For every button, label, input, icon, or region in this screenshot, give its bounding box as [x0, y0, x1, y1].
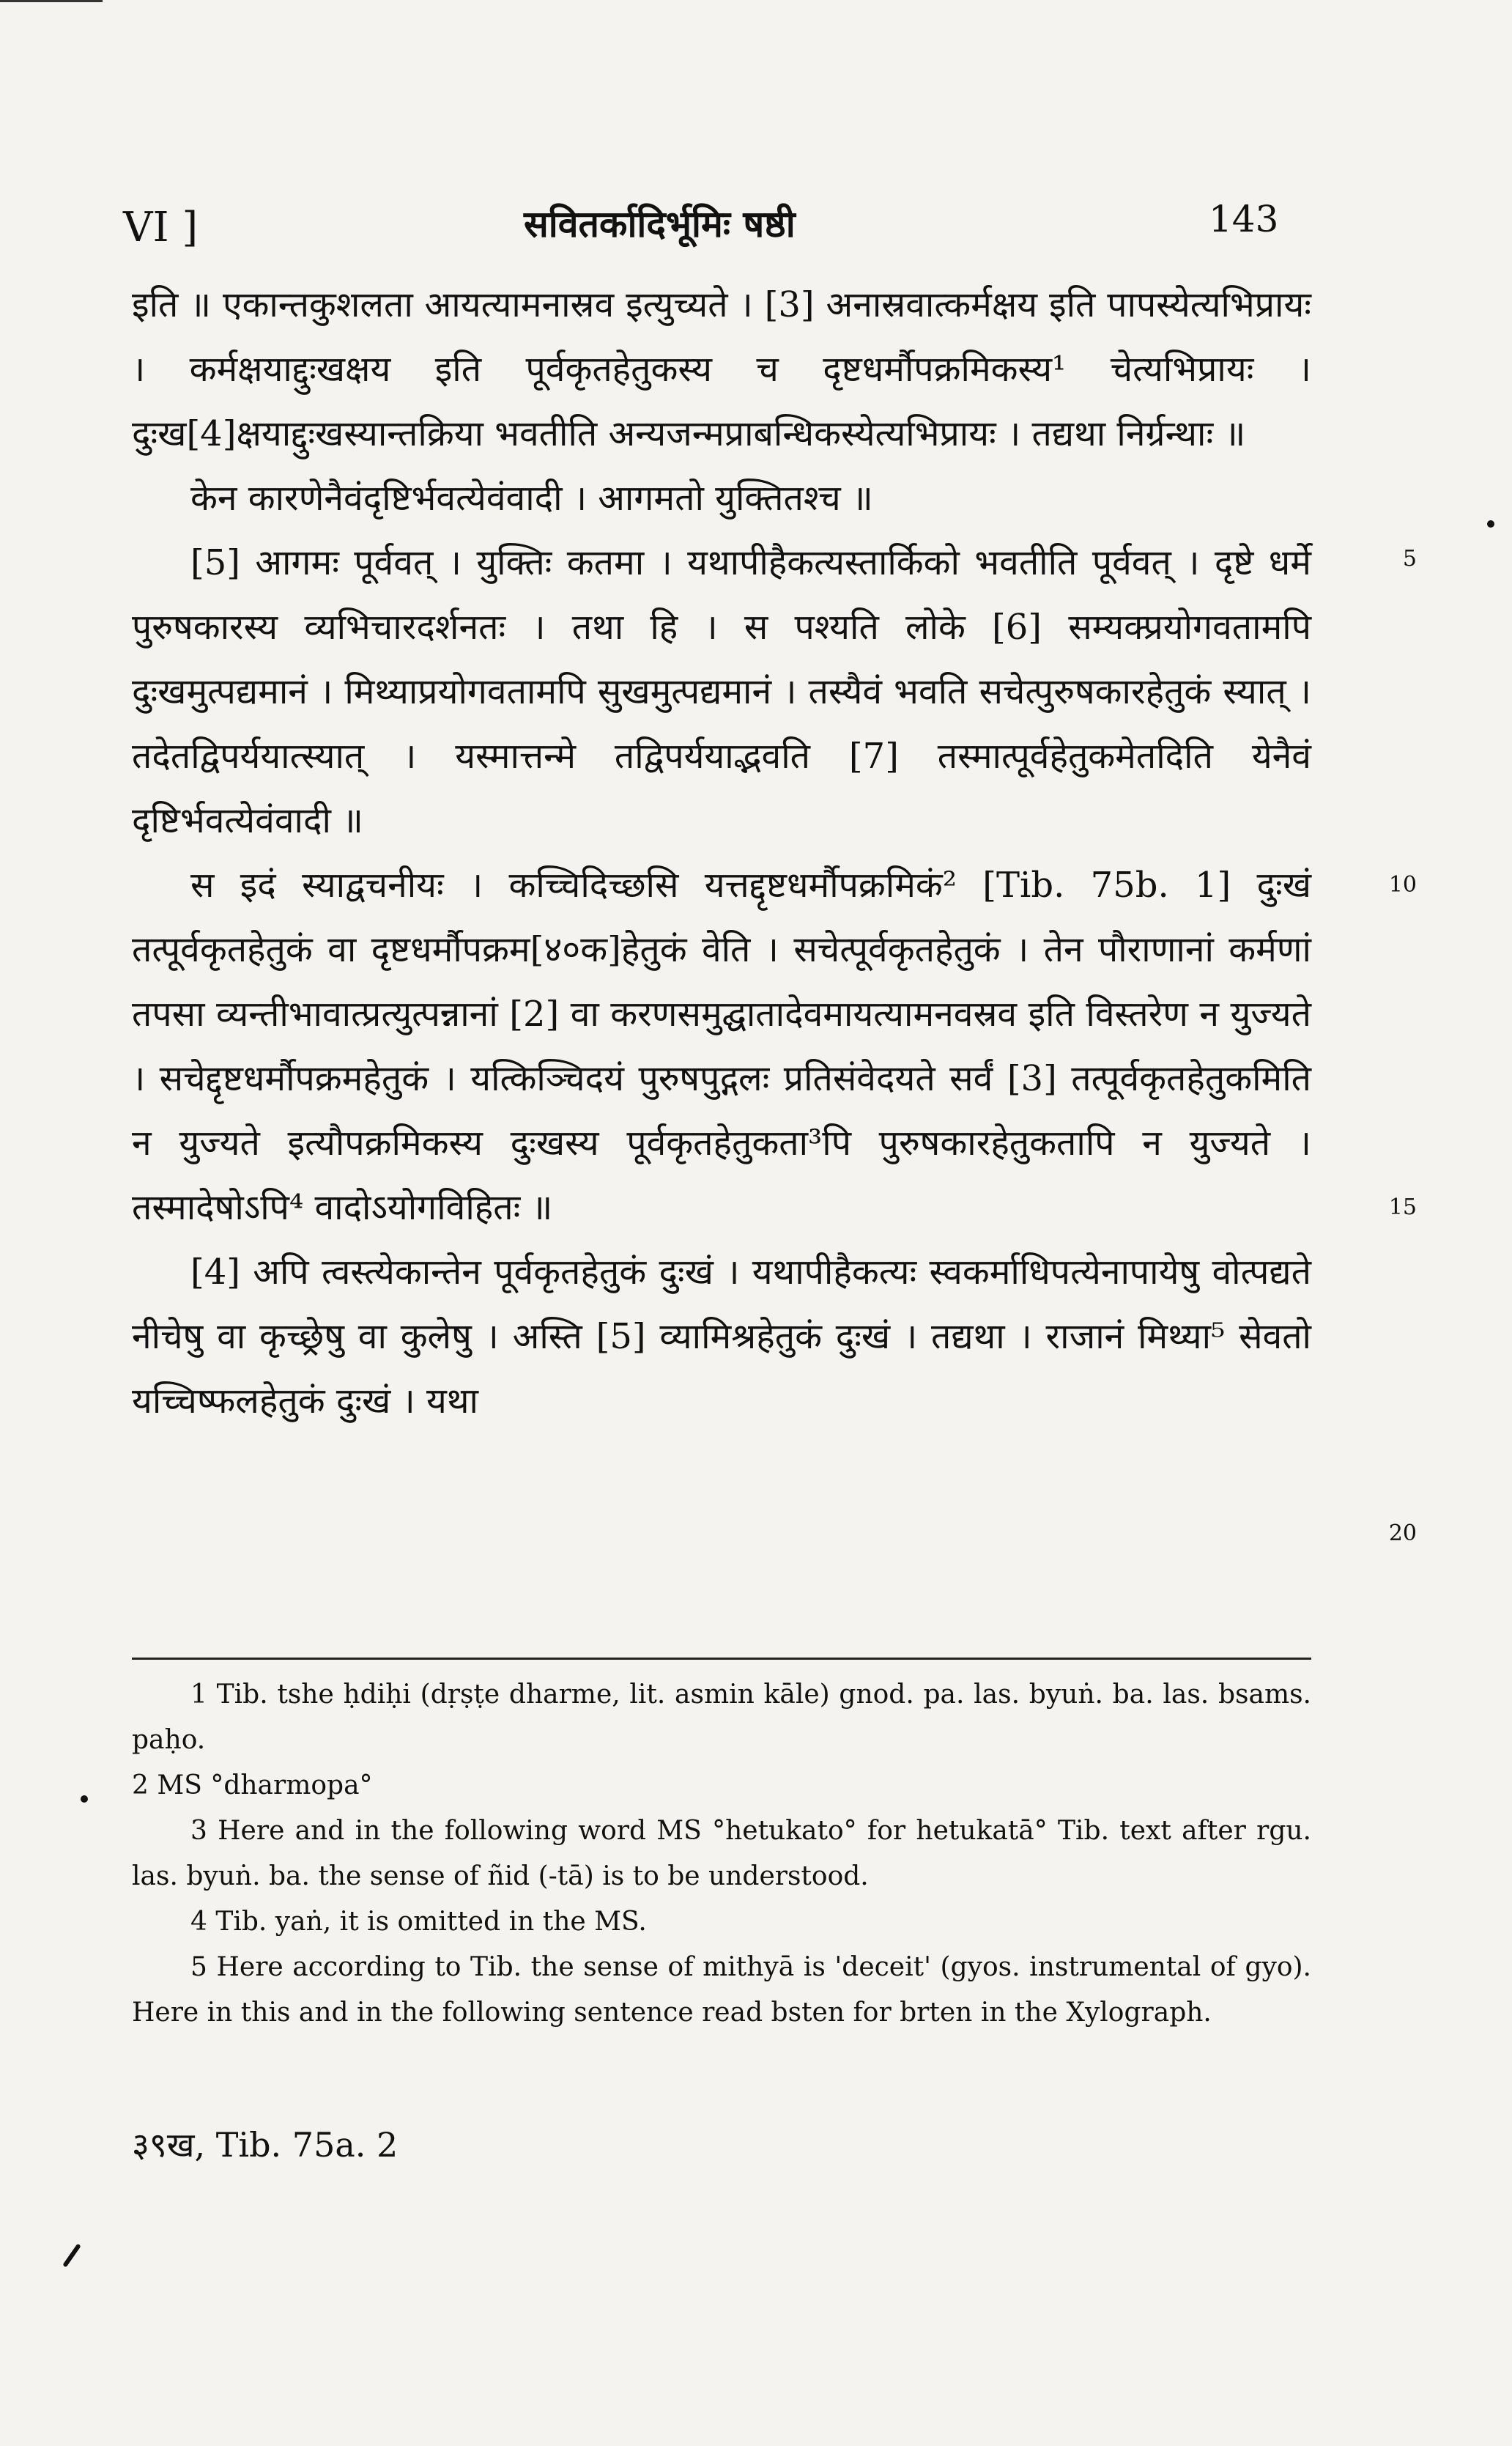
folio-reference: ३९ख, Tib. 75a. 2 [132, 2125, 399, 2165]
footnotes-block [132, 1672, 1311, 2036]
paragraph-5: [4] अपि त्वस्त्येकान्तेन पूर्वकृतहेतुकं दुःखं । यथापीहैकत्यः स्वकर्माधिपत्येनापायेषु वोत्पद्यते नीचेषु वा कृच्छ्रेषु वा कुलेषु । अस्ति [5] व्यामिश्रहेतुकं दुःखं । तद्यथा । राजानं मिथ्या⁵ सेवतो यच्चिष्फलहेतुकं दुःखं । यथा [132, 1252, 1311, 1422]
page-number: 143 [1209, 198, 1279, 240]
footnote-1: 1 Tib. tshe ḥdiḥi (dṛṣṭe dharme, lit. asmin kāle) gnod. pa. las. byuṅ. ba. las. bsams. paḥo. [132, 1680, 1311, 1755]
chapter-number: VI ] [123, 204, 199, 251]
paragraph-2: केन कारणेनैवंदृष्टिर्भवत्येवंवादी । आगमतो युक्तितश्च ॥ [190, 478, 873, 519]
footnote-separator [132, 1658, 1311, 1660]
line-number-10: 10 [1388, 872, 1417, 898]
footnote-4: 4 Tib. yaṅ, it is omitted in the MS. [190, 1907, 647, 1937]
paragraph-3: [5] आगमः पूर्ववत् । युक्तिः कतमा । यथापीहैकत्यस्तार्किको भवतीति पूर्ववत् । दृष्टे धर्मे पुरुषकारस्य व्यभिचारदर्शनतः । तथा हि । स पश्यति लोके [6] सम्यक्प्रयोगवतामपि दुःखमुत्पद्यमानं । मिथ्याप्रयोगवतामपि सुखमुत्पद्यमानं । तस्यैवं भवति सचेत्पुरुषकारहेतुकं स्यात् । तदेतद्विपर्ययात्स्यात् । यस्मात्तन्मे तद्विपर्ययाद्भवति [7] तस्मात्पूर्वहेतुकमेतदिति येनैवं दृष्टिर्भवत्येवंवादी ॥ [132, 542, 1311, 841]
paragraph-4: स इदं स्याद्वचनीयः । कच्चिदिच्छसि यत्तद्दृष्टधर्मौपक्रमिकं² [Tib. 75b. 1] दुःखं तत्पूर्वकृतहेतुकं वा दृष्टधर्मौपक्रम[४०क]हेतुकं वेति । सचेत्पूर्वकृतहेतुकं । तेन पौराणानां कर्मणां तपसा व्यन्तीभावात्प्रत्युत्पन्नानां [2] वा करणसमुद्घातादेवमायत्यामनवस्रव इति विस्तरेण न युज्यते । सचेद्दृष्टधर्मौपक्रमहेतुकं । यत्किञ्चिदयं पुरुषपुद्गलः प्रतिसंवेदयते सर्वं [3] तत्पूर्वकृतहेतुकमिति न युज्यते इत्यौपक्रमिकस्य दुःखस्य पूर्वकृतहेतुकता³पि पुरुषकारहेतुकतापि न युज्यते । तस्मादेषोऽपि⁴ वादोऽयोगविहितः ॥ [132, 865, 1311, 1228]
margin-stroke [62, 2244, 81, 2268]
footnote-2: 2 MS °dharmopa° [132, 1770, 373, 1800]
line-number-5: 5 [1402, 546, 1417, 572]
running-title: सवितर्कादिर्भूमिः षष्ठी [524, 202, 796, 245]
footnote-3: 3 Here and in the following word MS °hetukato° for hetukatā° Tib. text after rgu. las. byuṅ. ba. the sense of ñid (-tā) is to be understood. [132, 1816, 1311, 1891]
paragraph-1: इति ॥ एकान्तकुशलता आयत्यामनास्रव इत्युच्यते । [3] अनास्रवात्कर्मक्षय इति पापस्येत्यभिप्रायः । कर्मक्षयाद्दुःखक्षय इति पूर्वकृतहेतुकस्य च दृष्टधर्मौपक्रमिकस्य¹ चेत्यभिप्रायः । दुःख[4]क्षयाद्दुःखस्यान्तक्रिया भवतीति अन्यजन्मप्राबन्धिकस्येत्यभिप्रायः । तद्यथा निर्ग्रन्थाः ॥ [132, 284, 1311, 454]
footnote-5: 5 Here according to Tib. the sense of mithyā is 'deceit' (gyos. instrumental of gyo). Here in this and in the following sentence read bsten for brten in the Xylograph. [132, 1952, 1311, 2028]
line-number-20: 20 [1388, 1521, 1417, 1546]
margin-dot [81, 1795, 88, 1803]
top-edge-rule [0, 0, 103, 2]
line-number-15: 15 [1388, 1194, 1417, 1220]
margin-dot [1487, 520, 1494, 528]
main-text-block [132, 273, 1311, 1433]
